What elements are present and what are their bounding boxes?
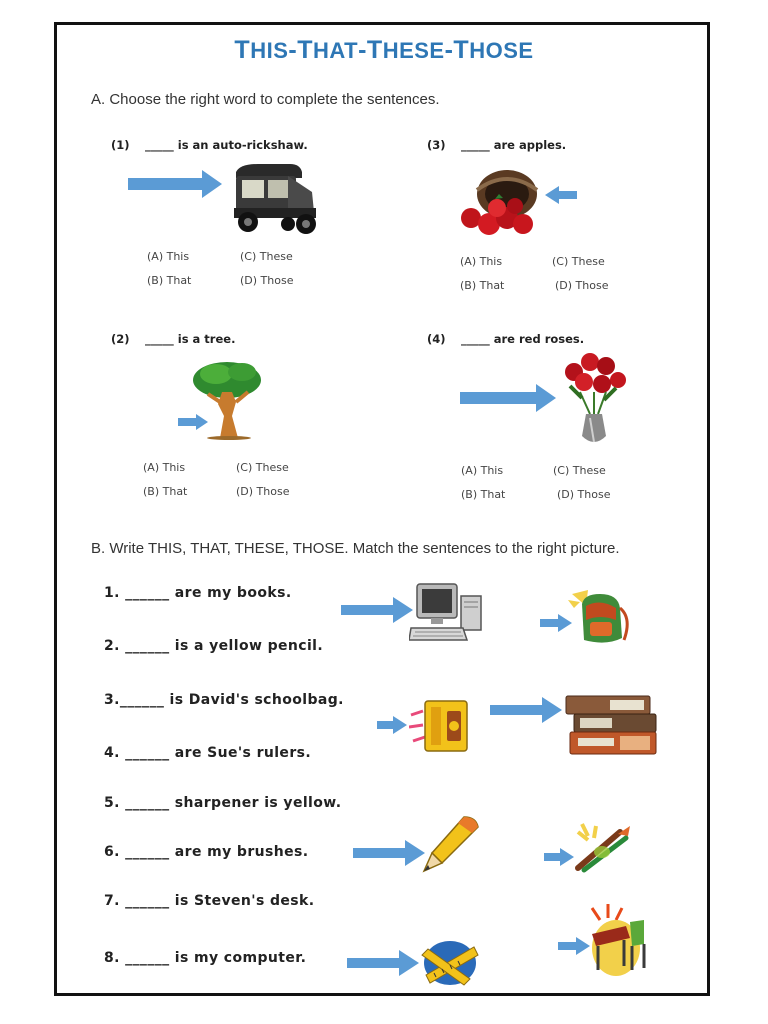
option-b: (B) That <box>147 274 192 287</box>
option-a: (A) This <box>460 255 503 268</box>
sentence-8: 8. ______ is my computer. <box>104 950 307 966</box>
sentence-7: 7. ______ is Steven's desk. <box>104 893 315 909</box>
option-c: (C) These <box>240 250 293 263</box>
brushes-icon <box>572 822 634 874</box>
section-a-instruction: A. Choose the right word to complete the sentences. <box>91 91 440 108</box>
books-icon <box>562 694 660 760</box>
arrow-icon <box>128 170 224 198</box>
option-c: (C) These <box>236 461 289 474</box>
arrow-icon <box>347 950 419 976</box>
option-c: (C) These <box>553 464 606 477</box>
page-title: THIS-THAT-THESE-THOSE <box>234 36 534 64</box>
arrow-icon <box>178 414 208 430</box>
apples-basket-icon <box>455 168 551 240</box>
sentence-2: 2. ______ is a yellow pencil. <box>104 638 324 654</box>
option-b: (B) That <box>143 485 188 498</box>
arrow-icon <box>353 840 425 866</box>
option-b: (B) That <box>461 488 506 501</box>
option-d: (D) Those <box>240 274 294 287</box>
question-3: (3) _____ are apples. <box>427 138 567 152</box>
sentence-3: 3.______ is David's schoolbag. <box>104 692 344 708</box>
option-a: (A) This <box>147 250 190 263</box>
option-a: (A) This <box>461 464 504 477</box>
rulers-icon <box>420 935 482 987</box>
arrow-icon <box>544 848 574 866</box>
arrow-icon <box>341 597 413 623</box>
roses-vase-icon <box>560 352 628 448</box>
section-b-instruction: B. Write THIS, THAT, THESE, THOSE. Match the sentences to the right picture. <box>91 540 620 557</box>
pencil-icon <box>420 813 482 875</box>
option-b: (B) That <box>460 279 505 292</box>
arrow-icon <box>377 716 407 734</box>
question-2: (2) _____ is a tree. <box>111 332 236 346</box>
computer-icon <box>409 582 485 644</box>
sharpener-icon <box>409 697 471 755</box>
sentence-6: 6. ______ are my brushes. <box>104 844 309 860</box>
arrow-icon <box>545 186 577 204</box>
auto-rickshaw-icon <box>228 162 322 236</box>
question-4: (4) _____ are red roses. <box>427 332 585 346</box>
option-d: (D) Those <box>557 488 611 501</box>
question-1: (1) _____ is an auto-rickshaw. <box>111 138 308 152</box>
option-d: (D) Those <box>555 279 609 292</box>
arrow-icon <box>490 697 562 723</box>
schoolbag-icon <box>566 588 632 648</box>
sentence-5: 5. ______ sharpener is yellow. <box>104 795 342 811</box>
desk-icon <box>586 904 648 980</box>
option-d: (D) Those <box>236 485 290 498</box>
option-c: (C) These <box>552 255 605 268</box>
sentence-4: 4. ______ are Sue's rulers. <box>104 745 312 761</box>
sentence-1: 1. ______ are my books. <box>104 585 292 601</box>
option-a: (A) This <box>143 461 186 474</box>
arrow-icon <box>460 384 558 412</box>
